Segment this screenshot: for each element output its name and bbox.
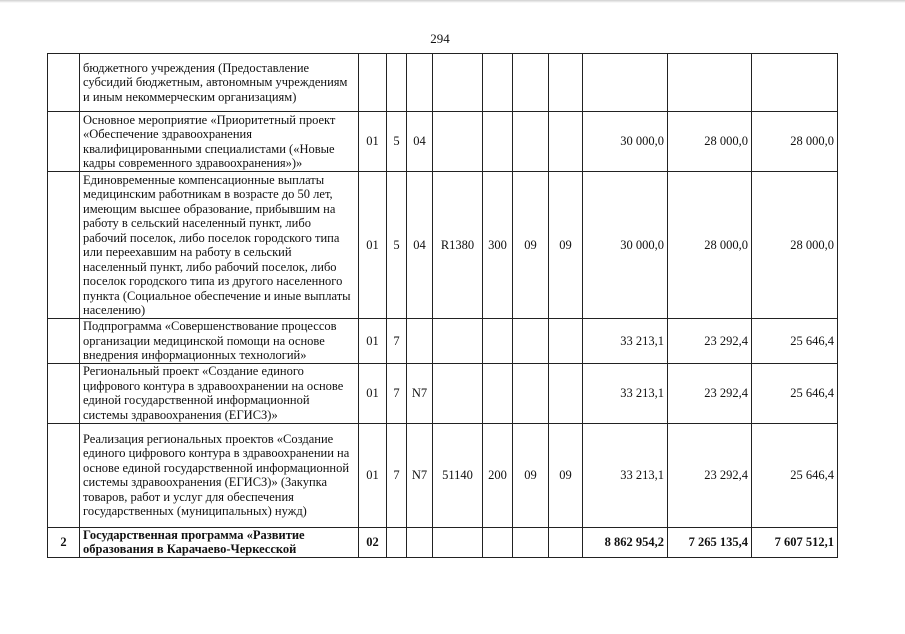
row-description: Государственная программа «Развитие образования в Карачаево-Черкесской bbox=[80, 527, 359, 557]
amount-year-1: 33 213,1 bbox=[583, 363, 668, 423]
amount-year-2: 7 265 135,4 bbox=[668, 527, 752, 557]
code-expense-type bbox=[483, 363, 513, 423]
code-subsection bbox=[549, 112, 583, 172]
code-direction: R1380 bbox=[433, 172, 483, 319]
row-description: Основное мероприятие «Приоритетный проект «Обеспечение здравоохранения квалифицированными специалистами («Новые кадры современного здравоохранения»)» bbox=[80, 112, 359, 172]
code-subsection bbox=[549, 319, 583, 364]
code-expense-type: 300 bbox=[483, 172, 513, 319]
row-description: Подпрограмма «Совершенствование процессов организации медицинской помощи на основе внедрения информационных технологий» bbox=[80, 319, 359, 364]
row-description: Региональный проект «Создание единого цифрового контура в здравоохранении на основе единой государственной информационной системы здравоохранения (ЕГИСЗ)» bbox=[80, 363, 359, 423]
code-section bbox=[513, 112, 549, 172]
code-event: N7 bbox=[407, 363, 433, 423]
page-number: 294 bbox=[430, 31, 450, 46]
row-description: бюджетного учреждения (Предоставление субсидий бюджетным, автономным учреждениям и иным некоммерческим организациям) bbox=[80, 54, 359, 112]
amount-year-2 bbox=[668, 54, 752, 112]
code-ministry: 01 bbox=[359, 363, 387, 423]
row-description: Реализация региональных проектов «Создание единого цифрового контура в здравоохранении на основе единой государственной информационной системы здравоохранения (ЕГИСЗ)» (Закупка товаров, работ и услуг для обеспечения государственных (муниципальных) нужд) bbox=[80, 423, 359, 527]
amount-year-2: 28 000,0 bbox=[668, 172, 752, 319]
code-subsection bbox=[549, 54, 583, 112]
table-row bbox=[48, 54, 838, 112]
code-direction bbox=[433, 54, 483, 112]
code-expense-type bbox=[483, 112, 513, 172]
amount-year-3: 28 000,0 bbox=[752, 172, 838, 319]
code-subprogram: 5 bbox=[387, 112, 407, 172]
code-expense-type bbox=[483, 527, 513, 557]
code-subprogram: 7 bbox=[387, 363, 407, 423]
code-subprogram bbox=[387, 527, 407, 557]
code-direction bbox=[433, 319, 483, 364]
code-direction bbox=[433, 112, 483, 172]
amount-year-3: 25 646,4 bbox=[752, 363, 838, 423]
code-subprogram: 7 bbox=[387, 319, 407, 364]
row-number: 2 bbox=[48, 527, 80, 557]
amount-year-3: 25 646,4 bbox=[752, 423, 838, 527]
code-event: 04 bbox=[407, 112, 433, 172]
table-row bbox=[48, 112, 838, 172]
code-section: 09 bbox=[513, 423, 549, 527]
code-expense-type: 200 bbox=[483, 423, 513, 527]
table-row bbox=[48, 172, 838, 319]
amount-year-3: 25 646,4 bbox=[752, 319, 838, 364]
amount-year-3: 7 607 512,1 bbox=[752, 527, 838, 557]
code-event bbox=[407, 319, 433, 364]
code-ministry: 01 bbox=[359, 172, 387, 319]
code-subsection: 09 bbox=[549, 423, 583, 527]
code-event bbox=[407, 527, 433, 557]
code-ministry: 01 bbox=[359, 423, 387, 527]
amount-year-1: 30 000,0 bbox=[583, 172, 668, 319]
code-section: 09 bbox=[513, 172, 549, 319]
code-subprogram bbox=[387, 54, 407, 112]
table-row bbox=[48, 527, 838, 557]
amount-year-2: 23 292,4 bbox=[668, 363, 752, 423]
row-number bbox=[48, 112, 80, 172]
code-subsection: 09 bbox=[549, 172, 583, 319]
amount-year-1: 33 213,1 bbox=[583, 319, 668, 364]
code-section bbox=[513, 363, 549, 423]
table-row bbox=[48, 423, 838, 527]
row-number bbox=[48, 54, 80, 112]
amount-year-1: 8 862 954,2 bbox=[583, 527, 668, 557]
amount-year-3: 28 000,0 bbox=[752, 112, 838, 172]
row-number bbox=[48, 319, 80, 364]
code-section bbox=[513, 319, 549, 364]
code-direction bbox=[433, 527, 483, 557]
code-subsection bbox=[549, 527, 583, 557]
code-subprogram: 7 bbox=[387, 423, 407, 527]
scan-edge bbox=[0, 0, 905, 3]
table-row bbox=[48, 319, 838, 364]
code-direction bbox=[433, 363, 483, 423]
row-description: Единовременные компенсационные выплаты медицинским работникам в возрасте до 50 лет, имеющим высшее образование, прибывшим на работу в сельский населенный пункт, либо рабочий поселок, либо поселок городского типа или переехавшим на работу в сельский населенный пункт, либо рабочий поселок, либо поселок городского типа из другого населенного пункта (Социальное обеспечение и иные выплаты населению) bbox=[80, 172, 359, 319]
code-expense-type bbox=[483, 54, 513, 112]
amount-year-1 bbox=[583, 54, 668, 112]
code-section bbox=[513, 54, 549, 112]
code-section bbox=[513, 527, 549, 557]
code-expense-type bbox=[483, 319, 513, 364]
code-event: 04 bbox=[407, 172, 433, 319]
amount-year-2: 23 292,4 bbox=[668, 423, 752, 527]
code-ministry bbox=[359, 54, 387, 112]
amount-year-2: 28 000,0 bbox=[668, 112, 752, 172]
code-direction: 51140 bbox=[433, 423, 483, 527]
row-number bbox=[48, 172, 80, 319]
amount-year-2: 23 292,4 bbox=[668, 319, 752, 364]
row-number bbox=[48, 363, 80, 423]
code-subsection bbox=[549, 363, 583, 423]
code-ministry: 01 bbox=[359, 319, 387, 364]
row-number bbox=[48, 423, 80, 527]
code-event bbox=[407, 54, 433, 112]
budget-table bbox=[47, 53, 838, 558]
code-ministry: 02 bbox=[359, 527, 387, 557]
amount-year-3 bbox=[752, 54, 838, 112]
amount-year-1: 33 213,1 bbox=[583, 423, 668, 527]
code-ministry: 01 bbox=[359, 112, 387, 172]
code-subprogram: 5 bbox=[387, 172, 407, 319]
code-event: N7 bbox=[407, 423, 433, 527]
table-row bbox=[48, 363, 838, 423]
amount-year-1: 30 000,0 bbox=[583, 112, 668, 172]
